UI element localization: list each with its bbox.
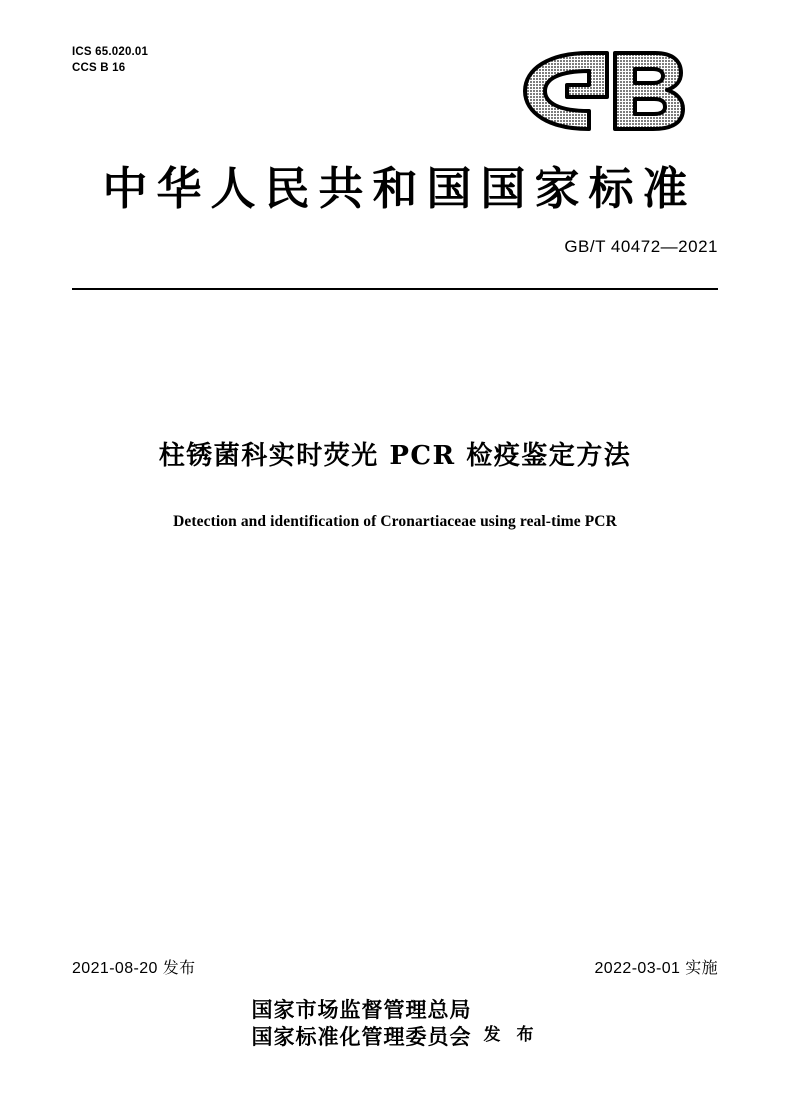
- gb-logo: [515, 45, 685, 137]
- classification-codes: [72, 44, 148, 76]
- document-title-english: Detection and identification of Cronartiaceae using real-time PCR: [173, 513, 617, 530]
- document-title-chinese: 柱锈菌科实时荧光 PCR 检疫鉴定方法: [158, 441, 632, 471]
- ccs-code: CCS B 16: [72, 62, 126, 74]
- header-divider: [72, 288, 718, 290]
- issue-date: 2021-08-20 发布: [72, 960, 196, 977]
- publish-verb: 发 布: [483, 1024, 539, 1045]
- publisher-block: [0, 996, 790, 1050]
- publisher-line-2: 国家标准化管理委员会: [251, 1024, 472, 1049]
- publisher-line-1: 国家市场监督管理总局: [251, 997, 472, 1022]
- ics-code: ICS 65.020.01: [72, 46, 149, 58]
- national-standard-heading: 中华人民共和国国家标准: [102, 162, 697, 215]
- publisher-names: [252, 996, 472, 1050]
- standard-number: GB/T 40472—2021: [564, 237, 718, 256]
- implementation-date: 2022-03-01 实施: [594, 960, 718, 977]
